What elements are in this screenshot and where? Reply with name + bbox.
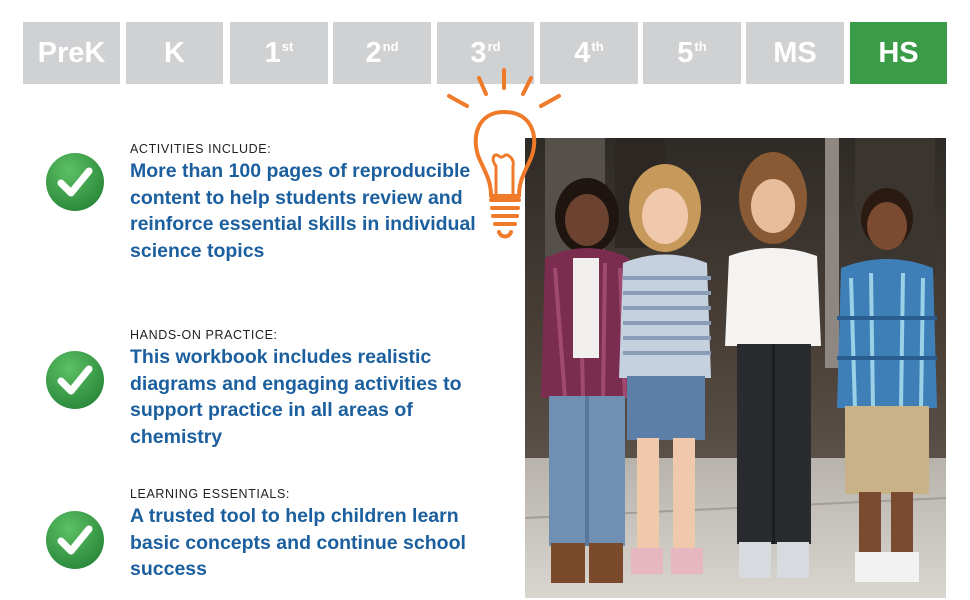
tab-label: 2 xyxy=(365,36,382,69)
students-photo xyxy=(525,138,946,598)
tab-label: 3 xyxy=(470,36,487,69)
feature-hands-on xyxy=(44,328,524,458)
tab-k[interactable] xyxy=(126,22,223,84)
tab-suffix: rd xyxy=(487,38,501,54)
tab-suffix: nd xyxy=(382,38,399,54)
tab-5th[interactable] xyxy=(643,22,741,84)
tab-label: PreK xyxy=(37,36,106,69)
tab-label: 4 xyxy=(574,36,591,69)
tab-label: 5 xyxy=(677,36,694,69)
feature-description: This workbook includes realistic diagrams and engaging activities to support practice in all areas of chemistry xyxy=(130,346,462,448)
tab-suffix: th xyxy=(694,38,707,54)
tab-label: 1 xyxy=(264,36,281,69)
feature-description: More than 100 pages of reproducible content to help students review and reinforce essential skills in individual science topics xyxy=(130,160,476,262)
feature-learning-essentials xyxy=(44,487,524,597)
tab-label: MS xyxy=(773,36,817,69)
tab-suffix: th xyxy=(591,38,604,54)
tab-1st[interactable] xyxy=(230,22,328,84)
tab-2nd[interactable] xyxy=(333,22,431,84)
feature-label: HANDS-ON PRACTICE: xyxy=(130,328,278,342)
check-circle-icon xyxy=(44,151,106,213)
tab-label: HS xyxy=(878,36,919,69)
check-circle-icon xyxy=(44,509,106,571)
lightbulb-icon xyxy=(441,66,567,248)
tab-label: K xyxy=(164,36,185,69)
tab-prek[interactable] xyxy=(23,22,120,84)
check-circle-icon xyxy=(44,349,106,411)
tab-hs[interactable] xyxy=(850,22,947,84)
feature-label: ACTIVITIES INCLUDE: xyxy=(130,142,272,156)
tab-ms[interactable] xyxy=(746,22,844,84)
feature-description: A trusted tool to help children learn basic concepts and continue school success xyxy=(130,505,466,580)
feature-label: LEARNING ESSENTIALS: xyxy=(130,487,290,501)
tab-suffix: st xyxy=(281,38,294,54)
